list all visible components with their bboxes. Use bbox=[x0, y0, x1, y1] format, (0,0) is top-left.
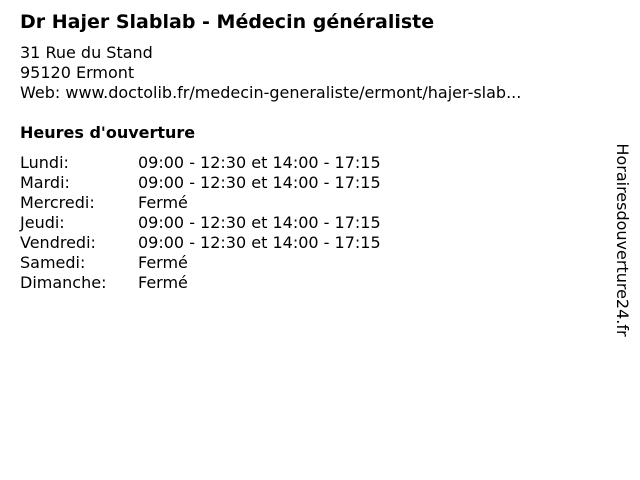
time-value: Fermé bbox=[138, 193, 188, 212]
day-label: Lundi: bbox=[20, 153, 69, 172]
time-value: Fermé bbox=[138, 273, 188, 292]
day-label: Mercredi: bbox=[20, 193, 95, 212]
hours-heading: Heures d'ouverture bbox=[20, 123, 196, 142]
day-label: Vendredi: bbox=[20, 233, 96, 252]
time-value: 09:00 - 12:30 et 14:00 - 17:15 bbox=[138, 213, 381, 232]
time-value: Fermé bbox=[138, 253, 188, 272]
page-title: Dr Hajer Slablab - Médecin généraliste bbox=[20, 11, 435, 33]
day-label: Samedi: bbox=[20, 253, 86, 272]
time-value: 09:00 - 12:30 et 14:00 - 17:15 bbox=[138, 233, 381, 252]
address-block bbox=[20, 43, 521, 103]
day-label: Jeudi: bbox=[20, 213, 65, 232]
website-text: Web: www.doctolib.fr/medecin-generaliste/ermont/hajer-slab... bbox=[20, 83, 522, 102]
day-label: Dimanche: bbox=[20, 273, 107, 292]
time-value: 09:00 - 12:30 et 14:00 - 17:15 bbox=[138, 153, 381, 172]
day-label: Mardi: bbox=[20, 173, 70, 192]
city-address: 95120 Ermont bbox=[20, 63, 135, 82]
site-watermark: Horairesdouverture24.fr bbox=[613, 143, 632, 337]
time-value: 09:00 - 12:30 et 14:00 - 17:15 bbox=[138, 173, 381, 192]
street-address: 31 Rue du Stand bbox=[20, 43, 153, 62]
